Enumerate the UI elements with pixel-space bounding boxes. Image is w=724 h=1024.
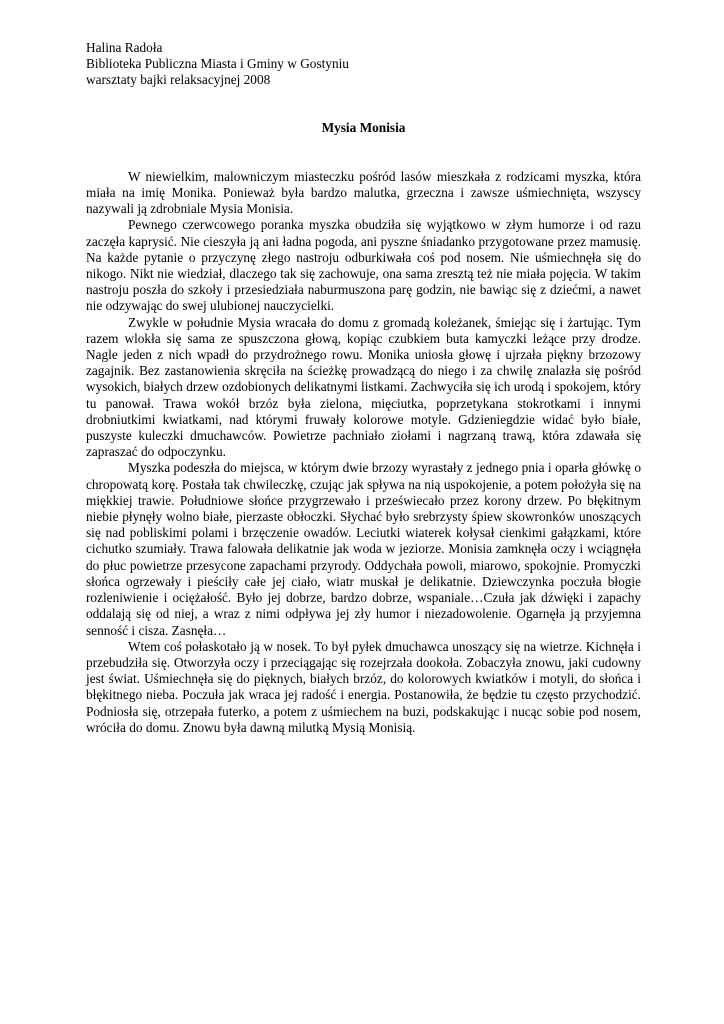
paragraph-5: Wtem coś połaskotało ją w nosek. To był pyłek dmuchawca unoszący się na wietrze. Kichnęła i przebudziła się. Otworzyła oczy i przeciągając się rozejrzała dookoła. Zobaczyła znowu, jaki cudowny jest świat. Uśmiechnęła się do pięknych, białych brzóz, do kolorowych kwiatków i motyli, do słońca i błękitnego nieba. Poczuła jak wraca jej radość i energia. Postanowiła, że będzie tu często przychodzić. Podniosła się, otrzepała futerko, a potem z uśmiechem na buzi, podskakując i nucąc sobie pod nosem, wróciła do domu. Znowu była dawną milutką Mysią Monisią.: [86, 638, 641, 735]
paragraph-2: Pewnego czerwcowego poranka myszka obudziła się wyjątkowo w złym humorze i od razu zaczęła kaprysić. Nie cieszyła ją ani ładna pogoda, ani pyszne śniadanko przygotowane przez mamusię. Na każde pytanie o przyczynę złego nastroju odburkiwała coś pod nosem. Nie uśmiechnęła się do nikogo. Nikt nie wiedział, dlaczego tak się zachowuje, ona sama zresztą też nie miała pojęcia. W takim nastroju poszła do szkoły i przesiedziała naburmuszona parę godzin, nie bawiąc się z dziećmi, a nawet nie odzywając do swej ulubionej nauczycielki.: [86, 217, 641, 314]
paragraph-4: Myszka podeszła do miejsca, w którym dwie brzozy wyrastały z jednego pnia i oparła główkę o chropowatą korę. Postała tak chwileczkę, czując jak spływa na nią uspokojenie, a potem położyła się na miękkiej trawie. Południowe słońce przygrzewało i przeświecało przez korony drzew. Po błękitnym niebie płynęły wolno białe, pierzaste obłoczki. Słychać było srebrzysty śpiew skowronków unoszących się nad pobliskimi polami i brzęczenie owadów. Leciutki wiaterek kołysał cienkimi gałązkami, które cichutko szumiały. Trawa falowała delikatnie jak woda w jeziorze. Monisia zamknęła oczy i wciągnęła do płuc powietrze przesycone zapachami przyrody. Oddychała powoli, miarowo, spokojnie. Promyczki słońca ogrzewały i pieściły całe jej ciało, wiatr muskał je delikatnie. Dziewczynka poczuła błogie rozleniwienie i ociężałość. Było jej dobrze, bardzo dobrze, wspaniale…Czuła jak dźwięki i zapachy oddalają się od niej, a wraz z nimi odpływa jej zły humor i niezadowolenie. Ogarnęła ją przyjemna senność i cisza. Zasnęła…: [86, 460, 641, 638]
header-block: [86, 40, 641, 89]
event-name: warsztaty bajki relaksacyjnej 2008: [86, 72, 271, 88]
paragraph-1: W niewielkim, malowniczym miasteczku pośród lasów mieszkała z rodzicami myszka, która miała na imię Monika. Ponieważ była bardzo malutka, grzeczna i zawsze uśmiechnięta, wszyscy nazywali ją zdrobniale Mysia Monisia.: [86, 168, 641, 217]
document-page: [86, 40, 641, 736]
story-body: [86, 169, 641, 736]
story-title: Mysia Monisia: [321, 119, 406, 135]
institution-name: Biblioteka Publiczna Miasta i Gminy w Gostyniu: [86, 56, 349, 72]
paragraph-3: Zwykle w południe Mysia wracała do domu z gromadą koleżanek, śmiejąc się i żartując. Tym razem wlokła się sama ze spuszczona głową, kopiąc czubkiem buta kamyczki leżące przy drodze. Nagle jeden z nich wpadł do przydrożnego rowu. Monika uniosła głowę i ujrzała piękny brzozowy zagajnik. Bez zastanowienia skręciła na ścieżkę prowadzącą do niego i za chwilę znalazła się pośród wysokich, białych drzew ozdobionych delikatnymi listkami. Zachwyciła się ich urodą i spokojem, który tu panował. Trawa wokół brzóz była zielona, mięciutka, poprzetykana stokrotkami i innymi drobniutkimi kwiatkami, nad którymi fruwały kolorowe motyle. Gdzieniegdzie widać było białe, puszyste kuleczki dmuchawców. Powietrze pachniało ziołami i nagrzaną trawą, która zdawała się zapraszać do odpoczynku.: [86, 314, 641, 460]
author-name: Halina Radoła: [86, 40, 163, 55]
